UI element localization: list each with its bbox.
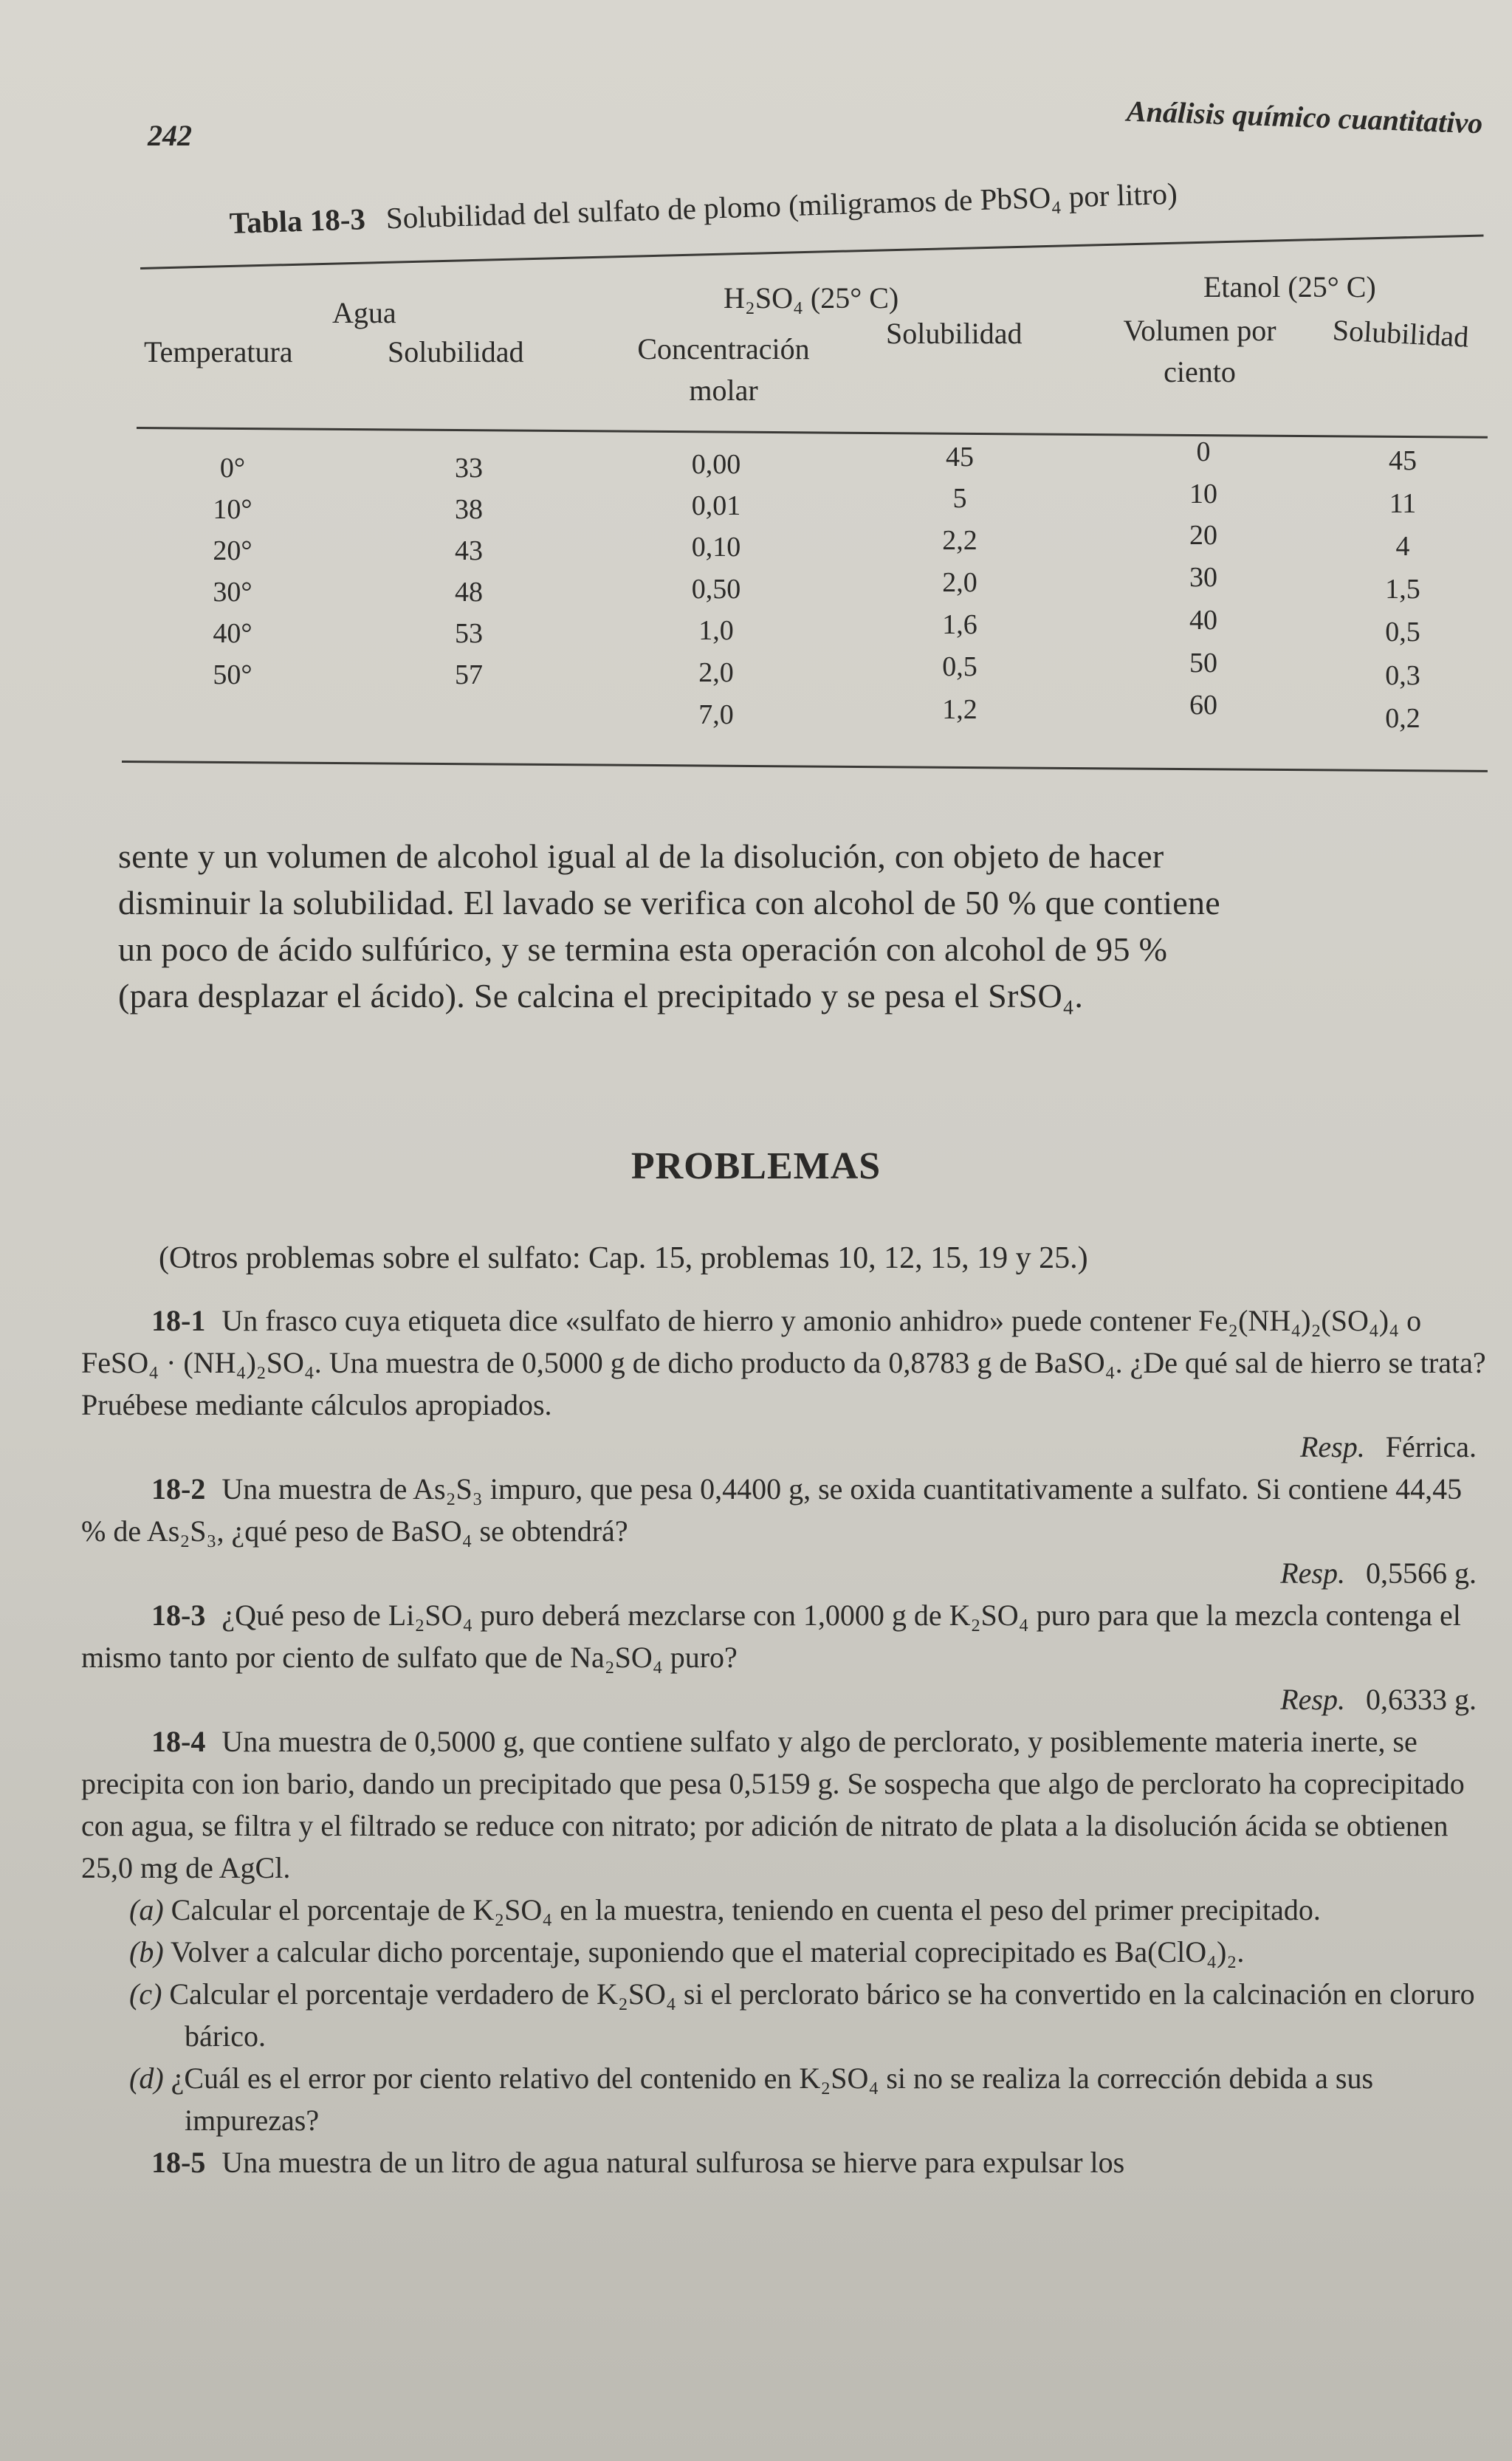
table-cell: 5: [952, 483, 967, 514]
table-cell: 4: [1395, 531, 1410, 562]
table-cell: 45: [1389, 445, 1417, 476]
table-cell: 0,3: [1385, 660, 1420, 691]
table-header-rule: [137, 427, 1488, 439]
table-caption: [229, 176, 1178, 241]
part-label: (d): [129, 2062, 164, 2095]
problem-part: [81, 1889, 1491, 1931]
part-text: ¿Cuál es el error por ciento relativo del contenido en K₂SO₄ si no se realiza la corrección debida a sus impurezas?: [171, 2062, 1374, 2137]
table-cell: 40: [1189, 605, 1217, 636]
body-line: sente y un volumen de alcohol igual al de la disolución, con objeto de hacer: [118, 837, 1164, 875]
problem-number: 18-1: [151, 1304, 206, 1337]
answer-label: Resp.: [1280, 1556, 1345, 1590]
table-caption-text: Solubilidad del sulfato de plomo (miligramos de PbSO₄ por litro): [385, 176, 1178, 236]
col-header-volumen: Volumen por ciento: [1123, 314, 1276, 388]
answer: [81, 1426, 1491, 1468]
answer: [81, 1552, 1491, 1594]
part-label: (a): [129, 1893, 164, 1926]
table-cell: 53: [455, 618, 483, 649]
table-cell: 0,01: [691, 490, 741, 521]
problems-list: [81, 1300, 1491, 2183]
table-cell: 7,0: [698, 699, 734, 730]
table-cell: 2,0: [942, 567, 977, 598]
table-cell: 60: [1189, 690, 1217, 721]
problem-18-5: [81, 2141, 1491, 2183]
problem-number: 18-4: [151, 1725, 206, 1758]
table-caption-label: Tabla 18-3: [229, 202, 366, 240]
problem-number: 18-5: [151, 2146, 206, 2179]
part-text: Calcular el porcentaje verdadero de K₂SO₄ si el perclorato bárico se ha convertido en la calcinación en cloruro bárico.: [169, 1977, 1475, 2053]
problem-text: Una muestra de un litro de agua natural sulfurosa se hierve para expulsar los: [221, 2146, 1125, 2179]
table-cell: 38: [455, 494, 483, 525]
table-cell: 0,10: [691, 532, 741, 563]
table-cell: 2,0: [698, 657, 734, 688]
body-paragraph: [118, 833, 1491, 1019]
problem-part: [81, 1931, 1491, 1973]
table-cell: 10: [1189, 478, 1217, 509]
other-problems-note: (Otros problemas sobre el sulfato: Cap. 15, problemas 10, 12, 15, 19 y 25.): [159, 1241, 1088, 1275]
body-line: (para desplazar el ácido). Se calcina el precipitado y se pesa el SrSO₄.: [118, 977, 1084, 1015]
page-number: 242: [148, 119, 192, 152]
table-cell: 30: [1189, 562, 1217, 593]
table-cell: 10°: [213, 494, 252, 525]
col-header-temperatura: Temperatura: [144, 335, 293, 368]
section-title: PROBLEMAS: [630, 1145, 882, 1187]
table-cell: 0: [1196, 436, 1211, 467]
problem-text: Una muestra de 0,5000 g, que contiene sulfato y algo de perclorato, y posiblemente materia inerte, se precipita con ion bario, dando un precipitado que pesa 0,5159 g. Se sospecha que algo de perclorato ha coprecipitado con agua, se filtra y el filtrado se reduce con nitrato; por adición de nitrato de plata a la disolución ácida se obtienen 25,0 mg de AgCl.: [81, 1725, 1465, 1884]
problem-part: [81, 2057, 1491, 2141]
running-title: Análisis químico cuantitativo: [1126, 94, 1483, 140]
table-cell: 1,2: [942, 694, 977, 725]
problem-text: Una muestra de As₂S₃ impuro, que pesa 0,4400 g, se oxida cuantitativamente a sulfato. Si contiene 44,45 % de As₂S₃, ¿qué peso de BaSO₄ se obtendrá?: [81, 1472, 1463, 1548]
table-cell: 0,00: [691, 449, 741, 480]
table-cell: 33: [455, 453, 483, 484]
problem-part: [81, 1973, 1491, 2057]
col-header-concentracion: Concentración molar: [637, 332, 810, 407]
table-cell: 43: [455, 535, 483, 566]
group-header-agua: Agua: [332, 296, 396, 329]
table-cell: 30°: [213, 577, 252, 608]
table-bottom-rule: [122, 761, 1488, 772]
table-cell: 1,6: [942, 609, 977, 640]
table-cell: 0,5: [1385, 617, 1420, 648]
table-cell: 0°: [219, 453, 246, 484]
col-header-solubilidad-etanol: Solubilidad: [1331, 313, 1470, 354]
table-cell: 20°: [213, 535, 252, 566]
part-text: Calcular el porcentaje de K₂SO₄ en la muestra, teniendo en cuenta el peso del primer precipitado.: [171, 1893, 1321, 1926]
answer: [81, 1678, 1491, 1720]
problem-18-4: [81, 1720, 1491, 2141]
table-cell: 57: [455, 659, 483, 690]
table-cell: 50°: [213, 659, 252, 690]
problem-text: Un frasco cuya etiqueta dice «sulfato de hierro y amonio anhidro» puede contener Fe₂(NH₄)₂(SO₄)₄ o FeSO₄ · (NH₄)₂SO₄. Una muestra de 0,5000 g de dicho producto da 0,8783 g de BaSO₄. ¿De qué sal de hierro se trata? Pruébese mediante cálculos apropiados.: [81, 1304, 1486, 1421]
answer-label: Resp.: [1299, 1430, 1365, 1463]
answer-value: Férrica.: [1385, 1430, 1477, 1463]
col-header-solubilidad-h2so4: Solubilidad: [886, 317, 1023, 350]
table-cell: 40°: [213, 618, 252, 649]
problem-number: 18-2: [151, 1472, 206, 1506]
body-line: un poco de ácido sulfúrico, y se termina esta operación con alcohol de 95 %: [118, 930, 1168, 968]
answer-label: Resp.: [1280, 1683, 1345, 1716]
table-top-rule: [140, 235, 1484, 270]
answer-value: 0,6333 g.: [1366, 1683, 1477, 1716]
table-cell: 1,0: [698, 615, 734, 646]
table-cell: 0,2: [1385, 703, 1420, 734]
group-header-h2so4: H₂SO₄ (25° C): [724, 281, 899, 315]
group-header-etanol: Etanol (25° C): [1203, 270, 1376, 303]
part-text: Volver a calcular dicho porcentaje, suponiendo que el material coprecipitado es Ba(ClO₄)₂.: [170, 1935, 1245, 1969]
part-label: (b): [129, 1935, 164, 1969]
body-line: disminuir la solubilidad. El lavado se verifica con alcohol de 50 % que contiene: [118, 884, 1221, 921]
table-cell: 0,5: [942, 651, 977, 682]
problem-number: 18-3: [151, 1599, 206, 1632]
problem-18-1: [81, 1300, 1491, 1468]
problem-text: ¿Qué peso de Li₂SO₄ puro deberá mezclarse con 1,0000 g de K₂SO₄ puro para que la mezcla contenga el mismo tanto por ciento de sulfato que de Na₂SO₄ puro?: [81, 1599, 1461, 1674]
answer-value: 0,5566 g.: [1366, 1556, 1477, 1590]
table-cell: 45: [946, 442, 974, 473]
table-cell: 50: [1189, 648, 1217, 679]
table-cell: 0,50: [691, 574, 741, 605]
table-cell: 1,5: [1385, 574, 1420, 605]
table-cell: 11: [1389, 488, 1417, 519]
col-header-solubilidad-agua: Solubilidad: [388, 335, 524, 368]
table-cell: 20: [1189, 520, 1217, 551]
part-label: (c): [129, 1977, 162, 2011]
table-cell: 2,2: [942, 525, 977, 556]
table-cell: 48: [455, 577, 483, 608]
problem-18-2: [81, 1468, 1491, 1594]
problem-18-3: [81, 1594, 1491, 1720]
